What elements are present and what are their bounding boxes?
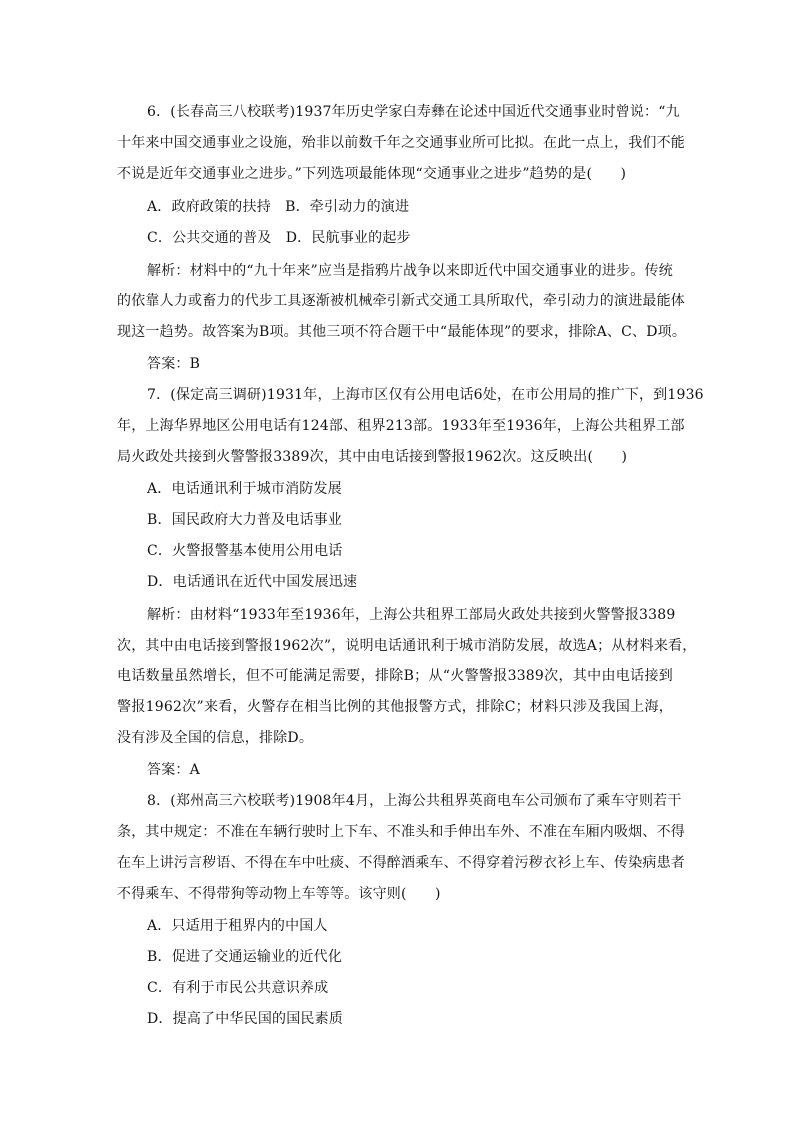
q7-answer: 答案：A <box>147 762 200 778</box>
q6-stem-line-1: 6．(长春高三八校联考)1937年历史学家白寿彝在论述中国近代交通事业时曾说：“九 <box>147 104 680 120</box>
q8-option-b: B．促进了交通运输业的近代化 <box>147 949 343 965</box>
q8-option-a: A．只适用于租界内的中国人 <box>147 918 328 934</box>
q7-option-a: A．电话通讯利于城市消防发展 <box>147 481 342 497</box>
q6-answer: 答案：B <box>147 356 201 372</box>
q6-analysis-line-3: 现这一趋势。故答案为B项。其他三项不符合题干中“最能体现”的要求，排除A、C、D项。 <box>117 324 687 340</box>
q8-option-c: C．有利于市民公共意识养成 <box>147 980 329 996</box>
q6-analysis-line-1: 解析：材料中的“九十年来”应当是指鸦片战争以来即近代中国交通事业的进步。传统 <box>147 263 673 279</box>
q6-analysis-line-2: 的依靠人力或畜力的代步工具逐渐被机械牵引新式交通工具所取代，牵引动力的演进最能体 <box>117 293 685 309</box>
q7-analysis-line-1: 解析：由材料“1933年至1936年，上海公共租界工部局火政处共接到火警警报3389 <box>147 607 676 623</box>
q8-stem-line-1: 8．(郑州高三六校联考)1908年4月，上海公共租界英商电车公司颁布了乘车守则若干 <box>147 793 682 809</box>
q8-stem-line-2: 条，其中规定：不准在车辆行驶时上下车、不准头和手伸出车外、不准在车厢内吸烟、不得 <box>117 824 685 840</box>
q6-stem-line-3: 不说是近年交通事业之进步。”下列选项最能体现“交通事业之进步”趋势的是( ) <box>117 166 627 182</box>
q7-option-d: D．电话通讯在近代中国发展迅速 <box>147 574 358 590</box>
q6-stem-line-2: 十年来中国交通事业之设施，殆非以前数千年之交通事业所可比拟。在此一点上，我们不能 <box>117 135 685 151</box>
q7-stem-line-1: 7．(保定高三调研)1931年，上海市区仅有公用电话6处，在市公用局的推广下，到1936 <box>147 387 704 403</box>
q6-option-line-1: A．政府政策的扶持 B．牵引动力的演进 <box>147 199 410 215</box>
q7-analysis-line-3: 电话数量虽然增长，但不可能满足需要，排除B；从“火警警报3389次，其中由电话接到 <box>117 668 673 684</box>
q7-analysis-line-2: 次，其中由电话接到警报1962次”，说明电话通讯利于城市消防发展，故选A；从材料来看， <box>117 638 697 654</box>
q6-option-line-2: C．公共交通的普及 D．民航事业的起步 <box>147 230 411 246</box>
q8-stem-line-3: 在车上讲污言秽语、不得在车中吐痰、不得醉酒乘车、不得穿着污秽衣衫上车、传染病患者 <box>117 855 685 871</box>
q7-stem-line-3: 局火政处共接到火警警报3389次，其中由电话接到警报1962次。这反映出( ) <box>117 449 628 465</box>
q7-option-c: C．火警报警基本使用公用电话 <box>147 543 343 559</box>
q7-stem-line-2: 年，上海华界地区公用电话有124部、租界213部。1933年至1936年，上海公共租界工部 <box>117 418 685 434</box>
q7-analysis-line-5: 没有涉及全国的信息，排除D。 <box>117 730 314 746</box>
q8-stem-line-4: 不得乘车、不得带狗等动物上车等等。该守则( ) <box>117 886 441 902</box>
q7-analysis-line-4: 警报1962次”来看，火警存在相当比例的其他报警方式，排除C；材料只涉及我国上海， <box>117 699 673 715</box>
q7-option-b: B．国民政府大力普及电话事业 <box>147 512 343 528</box>
q8-option-d: D．提高了中华民国的国民素质 <box>147 1011 344 1027</box>
